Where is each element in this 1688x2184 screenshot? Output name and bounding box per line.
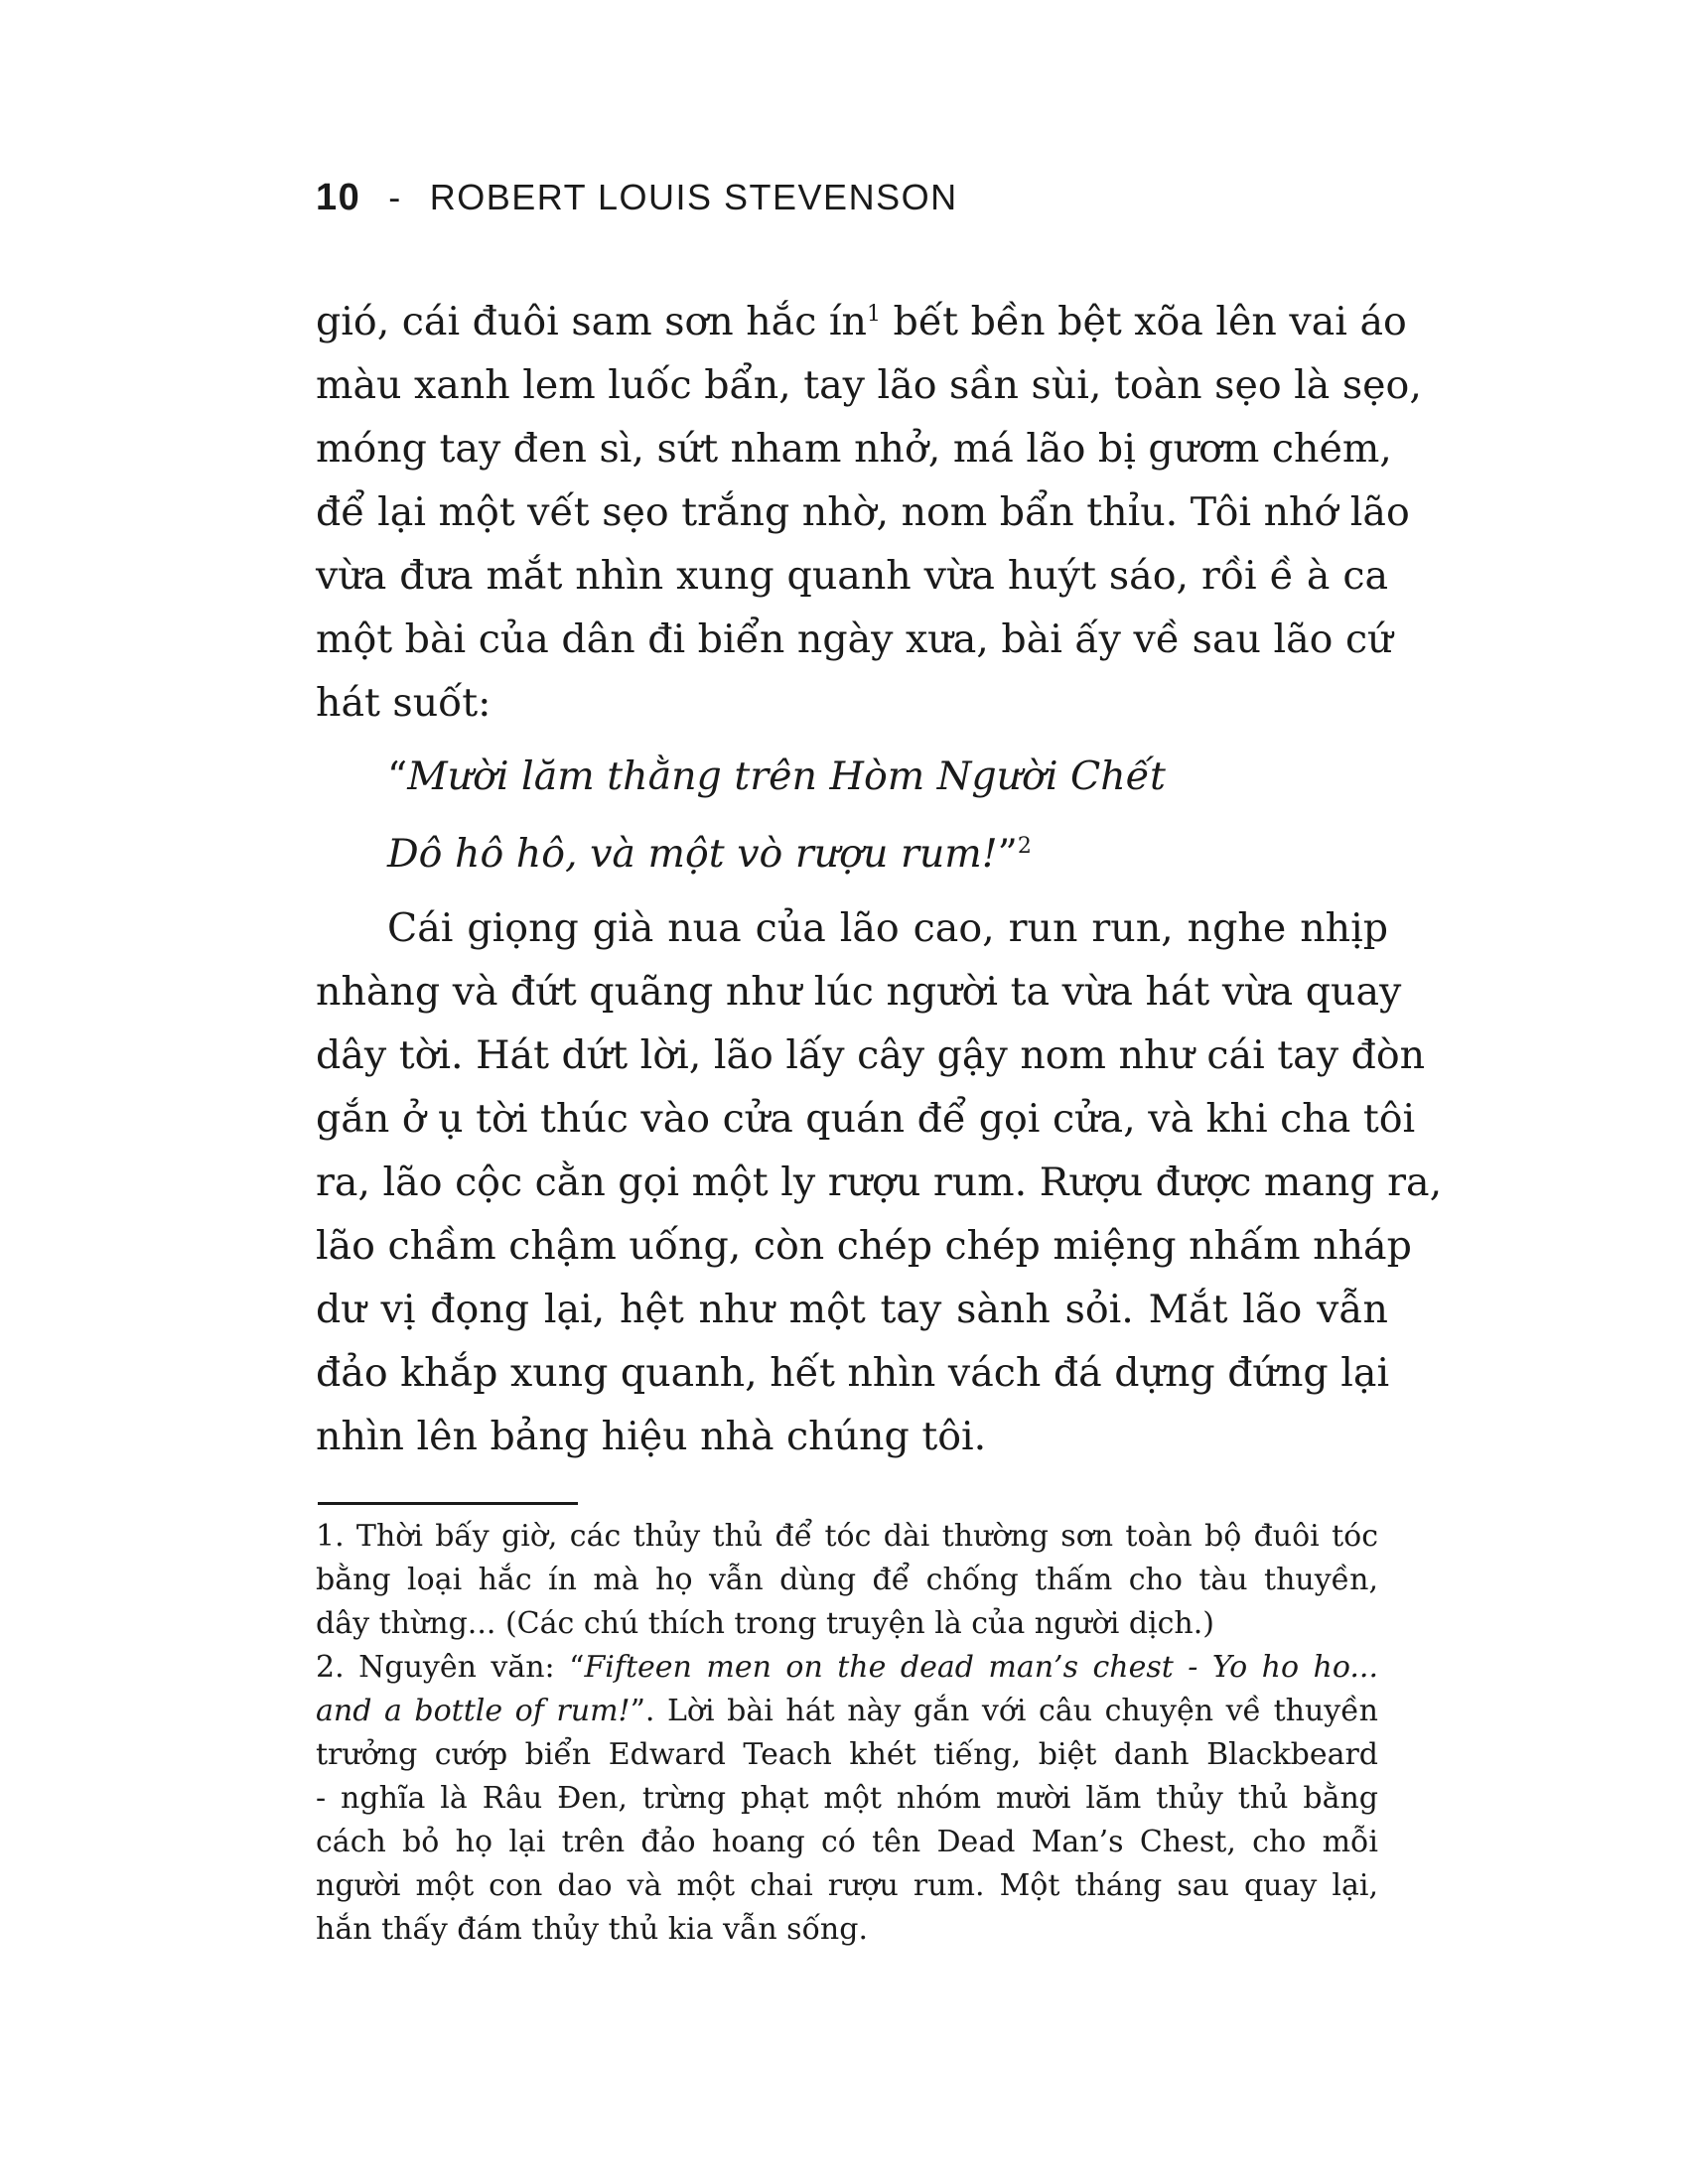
text-line: hát suốt: (316, 680, 492, 726)
paragraph-1 (316, 290, 1422, 735)
footnote-ref-2: 2 (1017, 833, 1032, 859)
text-line: vừa đưa mắt nhìn xung quanh vừa huýt sáo, rồi ề à ca (316, 553, 1388, 599)
text-line: để lại một vết sẹo trắng nhờ, nom bẩn thỉu. Tôi nhớ lão (316, 489, 1410, 535)
footnote-2-line: hắn thấy đám thủy thủ kia vẫn sống. (316, 1912, 868, 1947)
footnote-2-line: người một con dao và một chai rượu rum. Một tháng sau quay lại, (316, 1868, 1378, 1903)
text-line: gió, cái đuôi sam sơn hắc $ín^1$ bết bền bệt xõa lên vai áo (316, 299, 1407, 344)
running-header (316, 177, 958, 219)
header-separator: - (388, 177, 402, 217)
verse-line-1: “Mười lăm thằng trên Hòm Người Chết (387, 753, 1166, 799)
text-line: nhàng và đứt quãng như lúc người ta vừa hát vừa quay (316, 969, 1402, 1015)
footnote-divider (318, 1502, 578, 1505)
text-line: lão chầm chậm uống, còn chép chép miệng nhấm nháp (316, 1223, 1412, 1269)
paragraph-2 (316, 896, 1443, 1468)
footnote-1-line: dây thừng... (Các chú thích trong truyện là của người dịch.) (316, 1606, 1214, 1641)
text-line: dây tời. Hát dứt lời, lão lấy cây gậy nom như cái tay đòn (316, 1032, 1426, 1078)
footnote-2-line: trưởng cướp biển Edward Teach khét tiếng, biệt danh Blackbeard (316, 1737, 1378, 1772)
verse-line-2: Dô hô hô, và một vò rượu rum!”$^2$ (387, 831, 1032, 877)
text-line: gắn ở ụ tời thúc vào cửa quán để gọi cửa, và khi cha tôi (316, 1096, 1416, 1142)
text-line: nhìn lên bảng hiệu nhà chúng tôi. (316, 1414, 987, 1459)
footnote-2-line: and a bottle of rum!”. Lời bài hát này gắn với câu chuyện về thuyền (316, 1694, 1378, 1728)
text-line: một bài của dân đi biển ngày xưa, bài ấy về sau lão cứ (316, 616, 1393, 662)
text-line: dư vị đọng lại, hệt như một tay sành sỏi. Mắt lão vẫn (316, 1287, 1388, 1332)
footnote-1-line: bằng loại hắc ín mà họ vẫn dùng để chống thấm cho tàu thuyền, (316, 1563, 1378, 1597)
footnote-2-line: 2. Nguyên văn: “Fifteen men on the dead man’s chest - Yo ho ho... (316, 1650, 1378, 1685)
footnotes (316, 1515, 1378, 1952)
footnote-ref-1: 1 (867, 301, 881, 327)
footnote-1-line: 1. Thời bấy giờ, các thủy thủ để tóc dài thường sơn toàn bộ đuôi tóc (316, 1519, 1378, 1554)
text-line: ra, lão cộc cằn gọi một ly rượu rum. Rượu được mang ra, (316, 1160, 1443, 1205)
text-line: màu xanh lem luốc bẩn, tay lão sần sùi, toàn sẹo là sẹo, (316, 362, 1422, 408)
footnote-2-line: - nghĩa là Râu Đen, trừng phạt một nhóm mười lăm thủy thủ bằng (316, 1781, 1378, 1816)
footnote-2-line: cách bỏ họ lại trên đảo hoang có tên Dead Man’s Chest, cho mỗi (316, 1825, 1378, 1859)
page-number: 10 (316, 177, 361, 218)
text-line: móng tay đen sì, sứt nham nhở, má lão bị gươm chém, (316, 426, 1392, 472)
author-name: ROBERT LOUIS STEVENSON (429, 177, 958, 217)
text-line: đảo khắp xung quanh, hết nhìn vách đá dựng đứng lại (316, 1350, 1390, 1396)
text-line: Cái giọng già nua của lão cao, run run, nghe nhịp (387, 905, 1388, 951)
